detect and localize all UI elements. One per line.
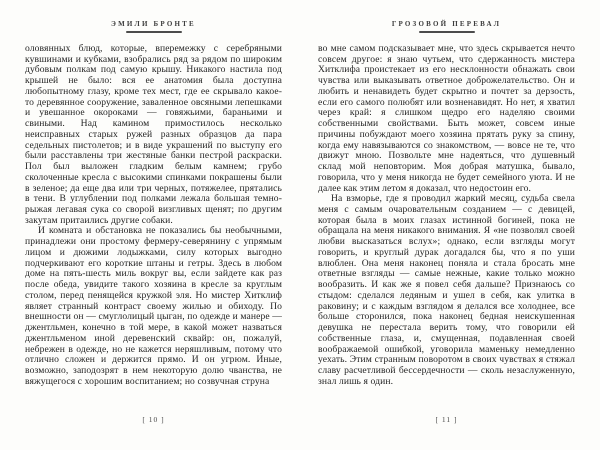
page-body-left bbox=[25, 44, 282, 409]
running-head-right bbox=[318, 20, 575, 33]
paragraph: На взморье, где я проводил жаркий месяц, судьба свела меня с самым очаровательным созданием — с девицей, которая была в моих глазах истинной богиней, пока не обращала на меня никакого внимания. Я «не позволял своей любви высказаться вслух»; однако, если взгляды могут говорить, и круглый дурак догадался бы, что я по уши влюблен. Она меня наконец поняла и стала бросать мне ответные взгляды — самые нежные, какие только можно вообразить. И как же я повел себя дальше? Признаюсь со стыдом: сделался ледяным и ушел в себя, как улитка в раковину; и с каждым взглядом я делался все холоднее, все больше сторонился, пока наконец бедная неискушенная девушка не перестала верить тому, что говорили ей собственные глаза, и, смущенная, подавленная своей воображаемой ошибкой, уговорила маменьку немедленно уехать. Этим странным поворотом в своих чувствах я стяжал славу расчетливой бессердечности — сколь незаслуженную, знал лишь я один. bbox=[318, 193, 575, 387]
header-rule bbox=[419, 31, 475, 33]
page-body-right bbox=[318, 44, 575, 409]
page-right bbox=[300, 0, 600, 450]
paragraph: оловянных блюд, которые, вперемежку с серебряными кувшинами и кубками, взобрались ряд за рядом по широким дубовым полкам под самую крышу. Никакого настила под крышей не было: вся ее анатомия была доступна любопытному глазу, кроме тех мест, где ее скрывало какое-то деревянное сооружение, заваленное овсяными лепешками и увешанное окороками — говяжьими, бараньими и свиными. Над камином примостилось несколько неисправных старых ружей разных образцов да пара седельных пистолетов; и в виде украшений по выступу его были расставлены три жестяные банки пестрой раскраски. Пол был выложен гладким белым камнем; грубо сколоченные кресла с высокими спинками покрашены были в зеленое; да еще два или три черных, потяжелее, прятались в тени. В углублении под полками лежала большая темно-рыжая легавая сука со сворой визгливых щенят; по другим закутам притаились другие собаки. bbox=[25, 44, 282, 226]
running-head-left bbox=[25, 20, 282, 33]
header-rule bbox=[126, 31, 182, 33]
paragraph: во мне самом подсказывает мне, что здесь скрывается нечто совсем другое: я знаю чутьем, что сдержанность мистера Хитклифа проистекает из его несклонности обнажать свои чувства или выказывать ответное доброжелательство. Он и любить и ненавидеть будет скрытно и почтет за дерзость, если его самого полюбят или возненавидят. Но нет, я хватил через край: я слишком щедро его наделяю своими собственными свойствами. Быть может, совсем иные причины побуждают моего хозяина прятать руку за спину, когда ему навязываются со знакомством, — вовсе не те, что движут мною. Позвольте мне надеяться, что душевный склад мой неповторим. Моя добрая матушка, бывало, говорила, что у меня никогда не будет семейного уюта. И не далее как этим летом я доказал, что недостоин его. bbox=[318, 44, 575, 194]
page-number-left: [ 10 ] bbox=[142, 415, 165, 424]
paragraph: И комната и обстановка не показались бы необычными, принадлежи они простому фермеру-северянину с упрямым лицом и дюжими лодыжками, силу которых выгодно подчеркивают его короткие штаны и гетры. Здесь в любом доме на пять-шесть миль вокруг вы, если зайдете как раз после обеда, увидите такого хозяина в кресле за круглым столом, перед пенящейся кружкой эля. Но мистер Хитклиф являет странный контраст своему жилью и обиходу. По внешности он — смуглолицый цыган, по одежде и манере — джентльмен, конечно в той мере, в какой может назваться джентльменом иной деревенский сквайр: он, пожалуй, небрежен в одежде, но не кажется неряшливым, потому что отлично сложен и держится прямо. И он угрюм. Иные, возможно, заподозрят в нем некоторую долю чванства, не вяжущегося с хорошим воспитанием; но созвучная струна bbox=[25, 225, 282, 387]
author-header: ЭМИЛИ БРОНТЕ bbox=[111, 20, 196, 28]
page-number-right: [ 11 ] bbox=[435, 415, 458, 424]
title-header: ГРОЗОВОЙ ПЕРЕВАЛ bbox=[391, 20, 502, 28]
